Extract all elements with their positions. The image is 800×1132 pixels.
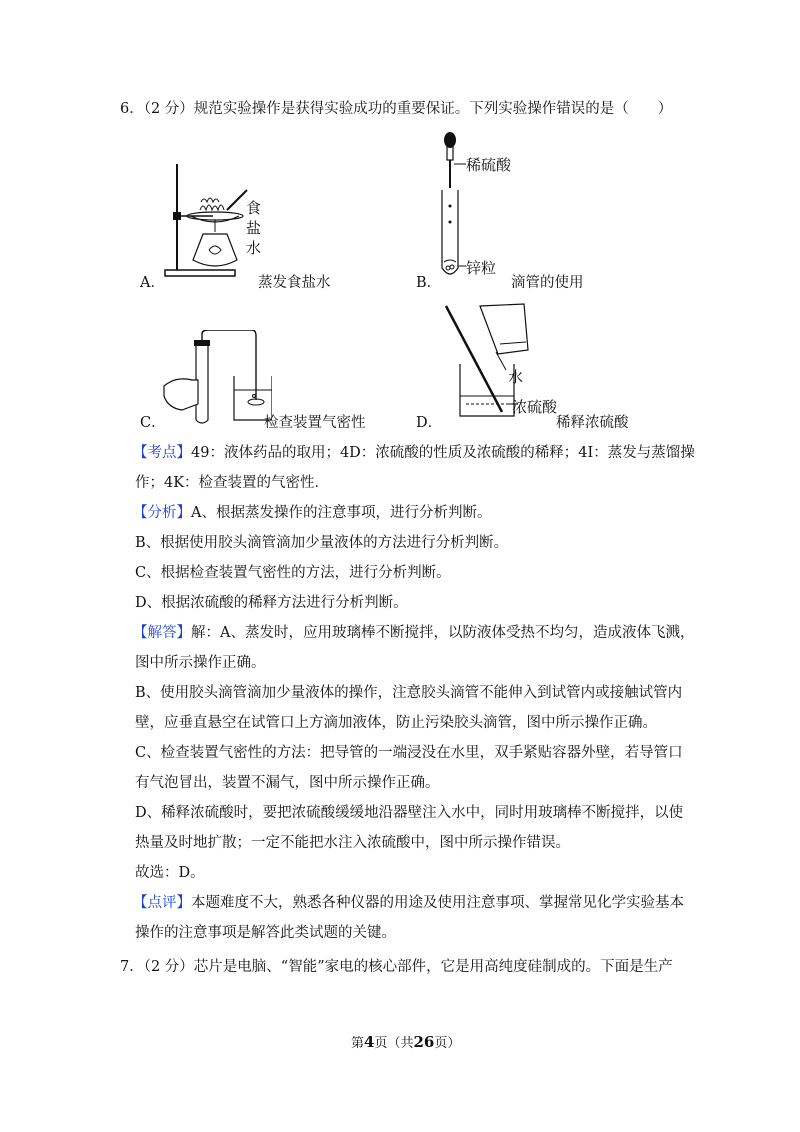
fenxi-tag: 【分析】 bbox=[133, 505, 191, 521]
jieda-line-a2: 图中所示操作正确。 bbox=[135, 655, 266, 671]
jieda-line-a1: 【解答】解：A、蒸发时，应用玻璃棒不断搅拌，以防液体受热不均匀，造成液体飞溅， bbox=[133, 625, 695, 641]
jieda-line-c1: C、检查装置气密性的方法：把导管的一端浸没在水里，双手紧贴容器外壁，若导管口 bbox=[135, 745, 683, 761]
option-b-letter: B． bbox=[416, 275, 442, 291]
fenxi-line-c: C、根据检查装置气密性的方法，进行分析判断。 bbox=[135, 565, 451, 581]
fig-a-label-2: 盐 bbox=[246, 219, 262, 237]
jieda-line-c2: 有气泡冒出，装置不漏气，图中所示操作正确。 bbox=[135, 775, 440, 791]
fig-b-label-zinc: 锌粒 bbox=[466, 259, 497, 277]
dianping-line-2: 操作的注意事项是解答此类试题的关键。 bbox=[135, 925, 396, 941]
kaodian-line-1: 【考点】49：液体药品的取用；4D：浓硫酸的性质及浓硫酸的稀释；4I：蒸发与蒸馏操 bbox=[133, 445, 695, 461]
dianping-line-1: 【点评】本题难度不大，熟悉各种仪器的用途及使用注意事项、掌握常见化学实验基本 bbox=[133, 895, 684, 911]
question-7-stem: 7．（2 分）芯片是电脑、“智能”家电的核心部件，它是用高纯度硅制成的。下面是生产 bbox=[120, 959, 673, 975]
option-a-caption: 蒸发食盐水 bbox=[258, 275, 331, 291]
jieda-line-b1: B、使用胶头滴管滴加少量液体的操作，注意胶头滴管不能伸入到试管内或接触试管内 bbox=[135, 685, 683, 701]
option-d-caption: 稀释浓硫酸 bbox=[556, 415, 629, 431]
page-footer: 第4页（共26页） bbox=[351, 1033, 461, 1051]
fenxi-line-d: D、根据浓硫酸的稀释方法进行分析判断。 bbox=[135, 595, 408, 611]
option-a-letter: A． bbox=[140, 275, 165, 291]
jieda-line-d1: D、稀释浓硫酸时，要把浓硫酸缓缓地沿器壁注入水中，同时用玻璃棒不断搅拌，以使 bbox=[135, 805, 684, 821]
jieda-line-b2: 壁，应垂直悬空在试管口上方滴加液体，防止污染胶头滴管，图中所示操作正确。 bbox=[135, 715, 657, 731]
fenxi-line-b: B、根据使用胶头滴管滴加少量液体的方法进行分析判断。 bbox=[135, 535, 509, 551]
jieda-line-d2: 热量及时地扩散；一定不能把水注入浓硫酸中，图中所示操作错误。 bbox=[135, 835, 570, 851]
answer-line: 故选：D。 bbox=[135, 865, 205, 881]
dianping-tag: 【点评】 bbox=[133, 895, 191, 911]
fig-d-label-water: 水 bbox=[508, 368, 524, 386]
option-d-letter: D． bbox=[416, 415, 443, 431]
fig-b-label-acid: 稀硫酸 bbox=[466, 156, 512, 174]
option-c-letter: C． bbox=[140, 415, 166, 431]
fig-d-label-acid: 浓硫酸 bbox=[512, 398, 558, 416]
option-b-caption: 滴管的使用 bbox=[511, 275, 584, 291]
airtightness-check-figure bbox=[162, 330, 272, 424]
fig-a-label-3: 水 bbox=[246, 239, 262, 257]
fig-a-label-1: 食 bbox=[246, 199, 262, 217]
page-number: 4 bbox=[364, 1033, 375, 1051]
jieda-tag: 【解答】 bbox=[133, 625, 191, 641]
kaodian-tag: 【考点】 bbox=[133, 445, 191, 461]
kaodian-line-2: 作；4K：检查装置的气密性． bbox=[135, 475, 330, 491]
fenxi-line-a: 【分析】A、根据蒸发操作的注意事项，进行分析判断。 bbox=[133, 505, 492, 521]
option-c-caption: 检查装置气密性 bbox=[264, 415, 366, 431]
question-6-stem: 6．（2 分）规范实验操作是获得实验成功的重要保证。下列实验操作错误的是（ ） bbox=[120, 101, 673, 117]
total-pages: 26 bbox=[413, 1033, 435, 1051]
